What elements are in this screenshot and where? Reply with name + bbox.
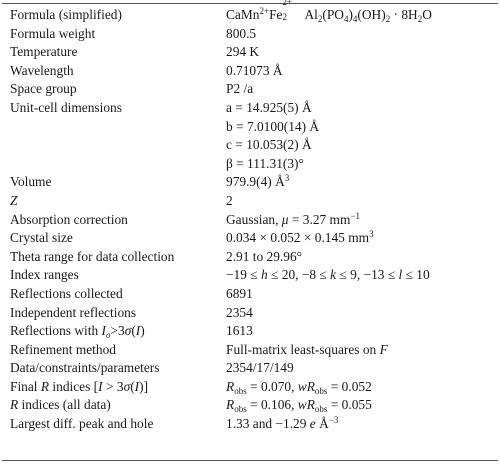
row-label: Wavelength	[10, 62, 74, 78]
row-label: Data/constraints/parameters	[10, 360, 160, 376]
table-row	[0, 266, 500, 285]
row-value: β = 111.31(3)°	[226, 155, 304, 171]
table-row	[0, 43, 500, 62]
row-label: Formula weight	[10, 25, 96, 41]
row-label: Reflections with $I_o>3\sigma(I)$	[10, 323, 145, 341]
row-label: Reflections collected	[10, 285, 123, 301]
row-value: $R_{obs} = 0.106$, $wR_{obs} = 0.055$	[226, 397, 372, 415]
row-value: c = 10.053(2) Å	[226, 137, 312, 153]
row-label: Largest diff. peak and hole	[10, 416, 154, 432]
row-value: −19 ≤ h ≤ 20, −8 ≤ k ≤ 9, −13 ≤ l ≤ 10	[226, 267, 430, 283]
table-row	[0, 248, 500, 267]
row-value: 0.71073 Å	[226, 62, 283, 78]
row-value: a = 14.925(5) Å	[226, 99, 312, 115]
table-row	[0, 211, 500, 230]
row-label: Theta range for data collection	[10, 248, 175, 264]
row-label: R indices (all data)	[10, 397, 111, 413]
row-label: Space group	[10, 81, 77, 97]
table-row	[0, 378, 500, 397]
row-value: 2354/17/149	[226, 360, 294, 376]
row-value: 2354	[226, 304, 253, 320]
row-value: Full-matrix least-squares on F	[226, 341, 388, 357]
row-value: 1613	[226, 323, 253, 339]
table-row	[0, 155, 500, 174]
row-value: 979.9(4) $Å^3$	[226, 173, 290, 190]
row-label: Refinement method	[10, 341, 116, 357]
row-label: Volume	[10, 174, 52, 190]
table-row	[0, 0, 500, 25]
row-label: Index ranges	[10, 267, 79, 283]
table-row	[0, 136, 500, 155]
table-row	[0, 341, 500, 360]
row-label: Crystal size	[10, 230, 73, 246]
row-label: Temperature	[10, 44, 78, 60]
table-row	[0, 80, 500, 99]
table-row	[0, 25, 500, 44]
row-value: 2.91 to 29.96°	[226, 248, 303, 264]
row-label: Z	[10, 192, 18, 208]
row-value: 0.034 × 0.052 × 0.145 $mm^3$	[226, 229, 374, 246]
table-row	[0, 62, 500, 81]
row-label: Absorption correction	[10, 211, 128, 227]
table-row	[0, 304, 500, 323]
table-row	[0, 359, 500, 378]
row-value: Gaussian, μ = 3.27 $mm^{-1}$	[226, 210, 360, 227]
row-value: $R_{obs} = 0.070$, $wR_{obs} = 0.052$	[226, 378, 372, 396]
row-label: Independent reflections	[10, 304, 137, 320]
table-row	[0, 229, 500, 248]
row-value: 1.33 and −1.29 e $Å^{-3}$	[226, 415, 339, 432]
table-row	[0, 396, 500, 415]
table-row	[0, 322, 500, 341]
table-row	[0, 415, 500, 434]
row-value: b = 7.0100(14) Å	[226, 118, 320, 134]
row-value: 800.5	[226, 25, 257, 41]
row-label: Unit-cell dimensions	[10, 99, 122, 115]
table-row	[0, 192, 500, 211]
table-top-rule	[2, 3, 498, 4]
row-value-formula: CaMn$^{2+}$Fe 2+ 2 $Al_2(PO_4)_4(OH)_2 \cdot 8H_2O$	[226, 0, 432, 24]
row-value: P2 /a	[226, 81, 254, 97]
row-label: Final R indices [I > 3σ(I)]	[10, 378, 149, 394]
table-row	[0, 285, 500, 304]
row-value: 294 K	[226, 44, 260, 60]
table-row	[0, 99, 500, 118]
table-row	[0, 118, 500, 137]
table-row	[0, 173, 500, 192]
table-bottom-rule	[2, 460, 498, 461]
row-value: 2	[226, 192, 233, 208]
row-label: Formula (simplified)	[10, 7, 122, 22]
row-value: 6891	[226, 285, 253, 301]
